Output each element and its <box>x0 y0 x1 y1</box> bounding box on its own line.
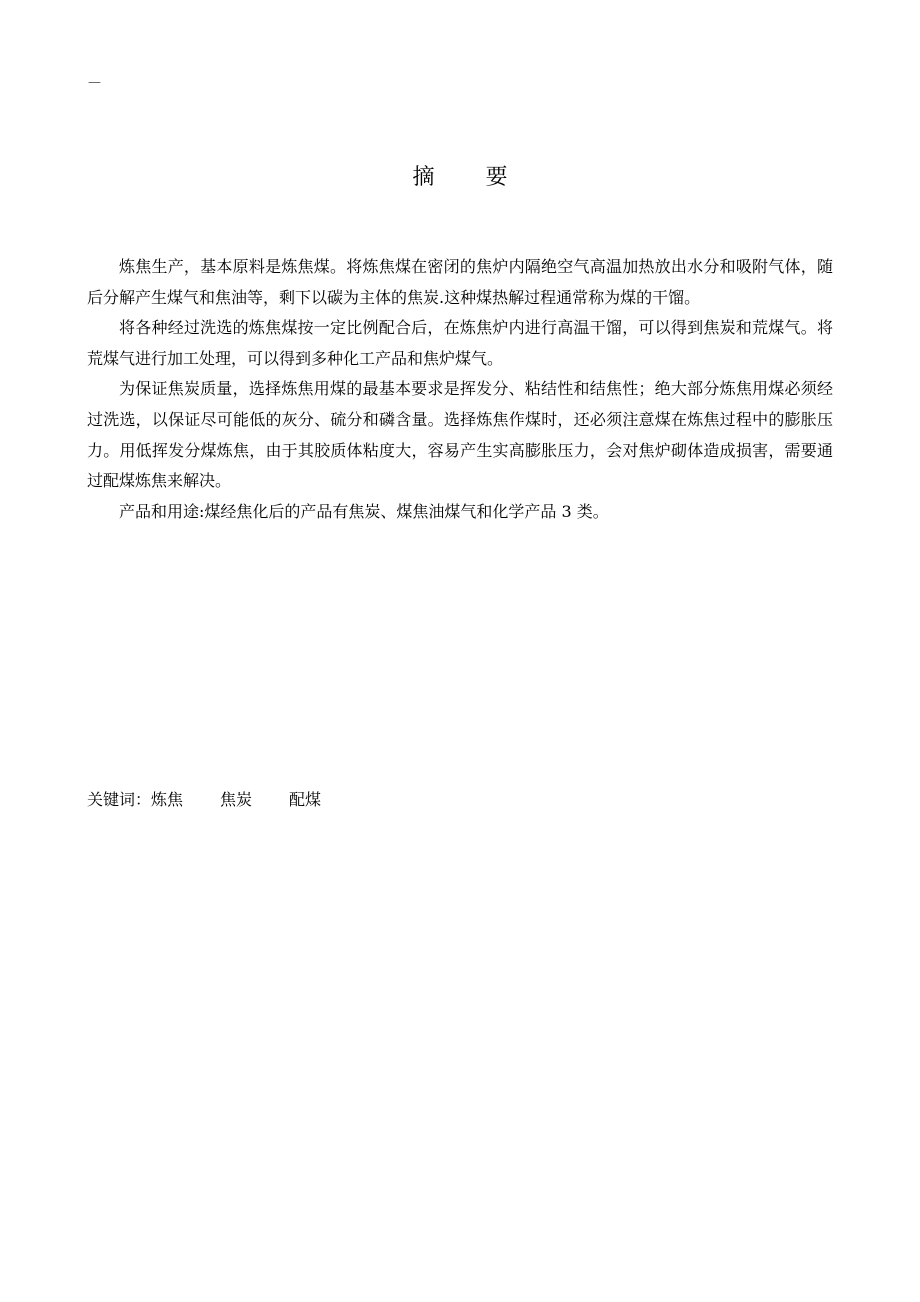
abstract-paragraph: 为保证焦炭质量，选择炼焦用煤的最基本要求是挥发分、粘结性和结焦性；绝大部分炼焦用煤必须经过洗选，以保证尽可能低的灰分、硫分和磷含量。选择炼焦作煤时，还必须注意煤在炼焦过程中的膨胀压力。用低挥发分煤炼焦，由于其胶质体粘度大，容易产生实高膨胀压力，会对焦炉砌体造成损害，需要通过配煤炼焦来解决。 <box>87 379 833 491</box>
keyword-item: 焦炭 <box>220 790 253 809</box>
abstract-paragraph: 产品和用途:煤经焦化后的产品有焦炭、煤焦油煤气和化学产品 3 类。 <box>119 501 609 521</box>
abstract-title: 摘 要 <box>412 165 530 190</box>
keyword-item: 炼焦 <box>151 790 184 809</box>
keyword-item: 配煤 <box>289 790 322 809</box>
abstract-body <box>87 252 833 527</box>
header-mark: — <box>88 75 101 90</box>
abstract-paragraph: 将各种经过洗选的炼焦煤按一定比例配合后，在炼焦炉内进行高温干馏，可以得到焦炭和荒煤气。将荒煤气进行加工处理，可以得到多种化工产品和焦炉煤气。 <box>87 318 833 368</box>
abstract-paragraph: 炼焦生产，基本原料是炼焦煤。将炼焦煤在密闭的焦炉内隔绝空气高温加热放出水分和吸附气体，随后分解产生煤气和焦油等，剩下以碳为主体的焦炭.这种煤热解过程通常称为煤的干馏。 <box>87 257 833 307</box>
keywords-label: 关键词： <box>87 790 152 809</box>
keywords-line <box>87 787 358 813</box>
